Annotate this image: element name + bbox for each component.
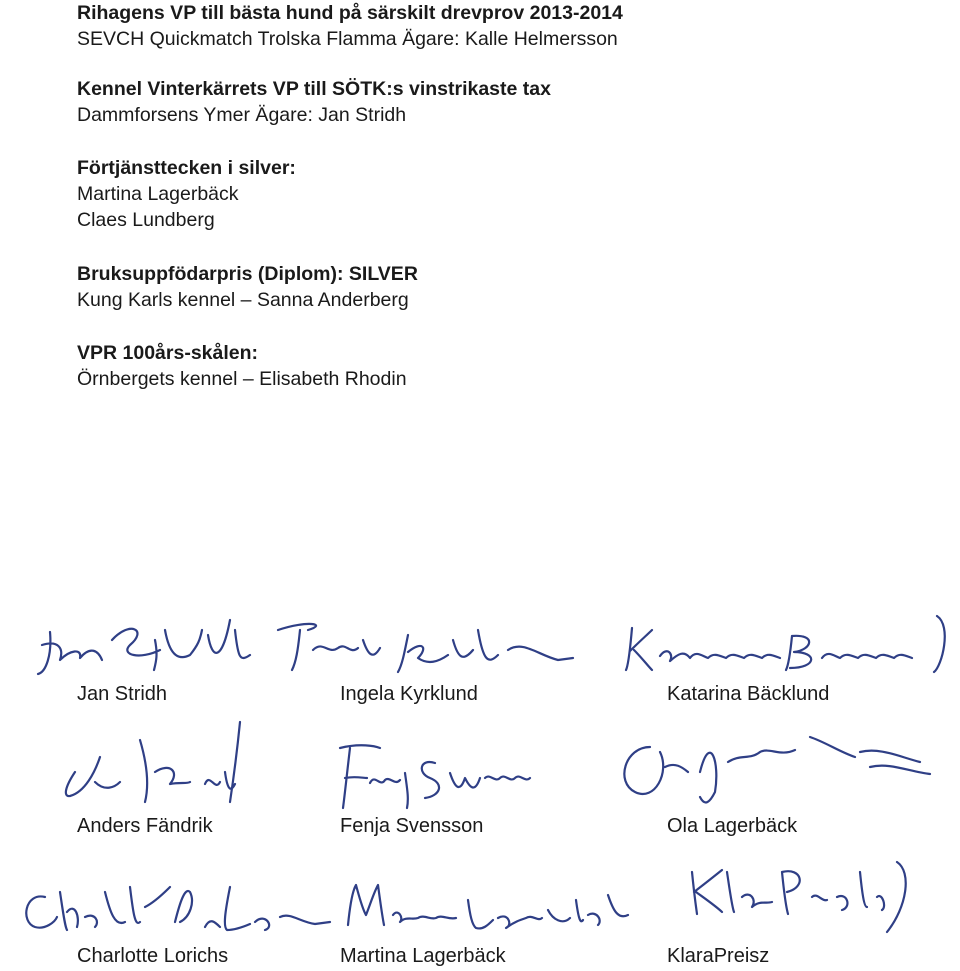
signatory-name: Martina Lagerbäck bbox=[340, 945, 506, 967]
signature-katarina-backlund bbox=[622, 606, 960, 686]
signatory-name: Ingela Kyrklund bbox=[340, 683, 478, 705]
signature-martina-lagerback bbox=[338, 870, 638, 950]
award-line: SEVCH Quickmatch Trolska Flamma Ägare: Kalle Helmersson bbox=[77, 28, 618, 50]
award-line: Kung Karls kennel – Sanna Anderberg bbox=[77, 289, 409, 311]
award-line: Dammforsens Ymer Ägare: Jan Stridh bbox=[77, 104, 407, 126]
signatory-name: Ola Lagerbäck bbox=[667, 815, 798, 837]
signatory-name: Katarina Bäcklund bbox=[667, 683, 830, 705]
award-section-5 bbox=[77, 340, 407, 392]
signature-jan-stridh bbox=[30, 600, 290, 690]
award-heading: Kennel Vinterkärrets VP till SÖTK:s vinstrikaste tax bbox=[77, 78, 551, 100]
award-section-4 bbox=[77, 261, 418, 313]
award-heading: Rihagens VP till bästa hund på särskilt drevprov 2013-2014 bbox=[77, 2, 623, 24]
signature-fenja-svensson bbox=[325, 718, 565, 818]
award-line: Martina Lagerbäck bbox=[77, 183, 239, 205]
award-line: Örnbergets kennel – Elisabeth Rhodin bbox=[77, 368, 407, 390]
signature-ola-lagerback bbox=[610, 712, 950, 812]
signatory-name: KlaraPreisz bbox=[667, 945, 770, 967]
signature-charlotte-lorichs bbox=[15, 872, 345, 952]
award-section-3 bbox=[77, 155, 296, 233]
award-heading: VPR 100års-skålen: bbox=[77, 342, 259, 364]
award-heading: Bruksuppfödarpris (Diplom): SILVER bbox=[77, 263, 418, 285]
signature-ingela-kyrklund bbox=[268, 610, 588, 690]
signature-anders-fandrik bbox=[55, 712, 295, 822]
award-section-2 bbox=[77, 76, 551, 128]
signatory-name: Jan Stridh bbox=[77, 683, 168, 705]
signatory-name: Anders Fändrik bbox=[77, 815, 213, 837]
award-heading: Förtjänsttecken i silver: bbox=[77, 157, 296, 179]
award-section-1 bbox=[77, 0, 623, 52]
signature-klara-preisz bbox=[682, 852, 942, 942]
award-line: Claes Lundberg bbox=[77, 209, 215, 231]
signatory-name: Charlotte Lorichs bbox=[77, 945, 229, 967]
signatory-name: Fenja Svensson bbox=[340, 815, 484, 837]
